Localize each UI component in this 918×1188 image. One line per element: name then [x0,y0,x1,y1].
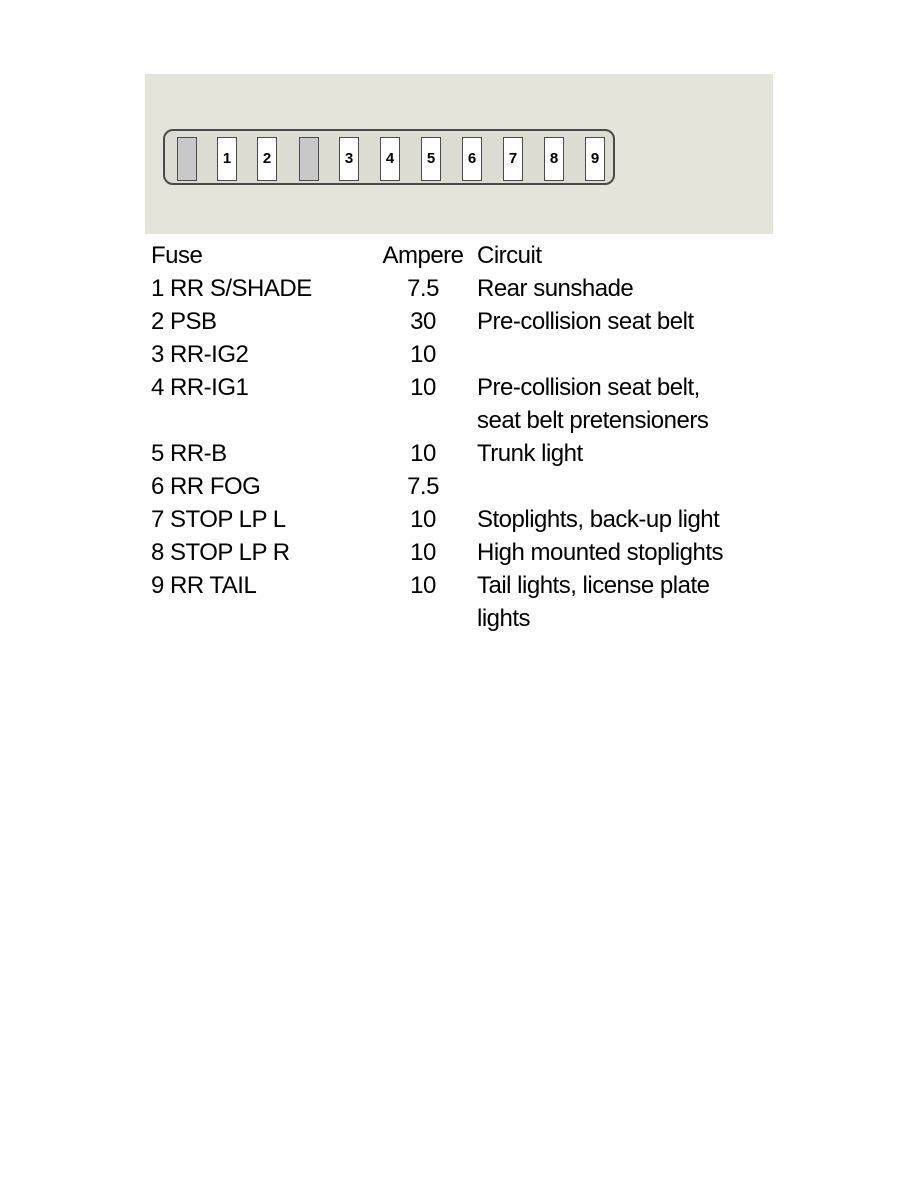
fuse-name-cell: 4 RR-IG1 [151,374,249,401]
circuit-cell [477,503,777,536]
fuse-slot-9 [585,137,605,181]
table-body [151,272,777,635]
fuse-slot-number: 8 [545,149,563,169]
header-circuit: Circuit [477,242,542,269]
table-row [151,503,777,536]
circuit-cell [477,305,777,338]
table-row [151,338,777,371]
circuit-line: seat belt pretensioners [477,407,709,434]
circuit-cell [477,536,777,569]
ampere-cell: 7.5 [407,275,439,302]
circuit-cell [477,470,777,503]
table-row [151,470,777,503]
header-fuse: Fuse [151,242,203,269]
ampere-cell: 7.5 [407,473,439,500]
fuse-slot-4 [380,137,400,181]
fuse-name-cell: 9 RR TAIL [151,572,257,599]
circuit-line: Tail lights, license plate [477,572,710,599]
fuse-slot-number: 7 [504,149,522,169]
ampere-cell: 10 [410,440,436,467]
circuit-line: Rear sunshade [477,275,634,302]
fuse-slot-7 [503,137,523,181]
fuse-slot-number: 2 [258,149,276,169]
fuse-name-cell: 8 STOP LP R [151,539,290,566]
fuse-slot-3 [339,137,359,181]
circuit-line: Pre-collision seat belt [477,308,694,335]
fuse-slot-1 [217,137,237,181]
fuse-slot-5 [421,137,441,181]
header-ampere: Ampere [382,242,464,269]
ampere-cell: 10 [410,572,436,599]
circuit-line: Stoplights, back-up light [477,506,720,533]
fuse-name-cell: 2 PSB [151,308,217,335]
circuit-line: lights [477,605,531,632]
table-row [151,305,777,338]
ampere-cell: 30 [410,308,436,335]
ampere-cell: 10 [410,539,436,566]
fuse-slot-2 [257,137,277,181]
circuit-cell [477,569,777,635]
circuit-cell [477,371,777,437]
fuse-name-cell: 7 STOP LP L [151,506,286,533]
fuse-slot-empty [177,137,197,181]
fuse-slot-6 [462,137,482,181]
table-row [151,569,777,635]
ampere-cell: 10 [410,341,436,368]
fuse-slot-number: 9 [586,149,604,169]
fuse-slot-number: 6 [463,149,481,169]
fuse-slot-8 [544,137,564,181]
circuit-cell [477,272,777,305]
fuse-name-cell: 1 RR S/SHADE [151,275,312,302]
fuse-block [163,129,615,185]
fuse-name-cell: 5 RR-B [151,440,227,467]
table-row [151,371,777,437]
table-row [151,272,777,305]
table-header-row [151,239,777,272]
fuse-slot-empty [299,137,319,181]
ampere-cell: 10 [410,506,436,533]
fuse-diagram-panel [145,74,773,234]
fuse-name-cell: 3 RR-IG2 [151,341,249,368]
fuse-slot-number: 4 [381,149,399,169]
ampere-cell: 10 [410,374,436,401]
circuit-cell [477,437,777,470]
table-row [151,536,777,569]
circuit-line: Pre-collision seat belt, [477,374,700,401]
fuse-slot-number: 3 [340,149,358,169]
fuse-slot-number: 5 [422,149,440,169]
fuse-slot-number: 1 [218,149,236,169]
fuse-table [151,239,777,635]
circuit-cell [477,338,777,371]
fuse-name-cell: 6 RR FOG [151,473,261,500]
circuit-line: Trunk light [477,440,583,467]
table-row [151,437,777,470]
circuit-line: High mounted stoplights [477,539,723,566]
